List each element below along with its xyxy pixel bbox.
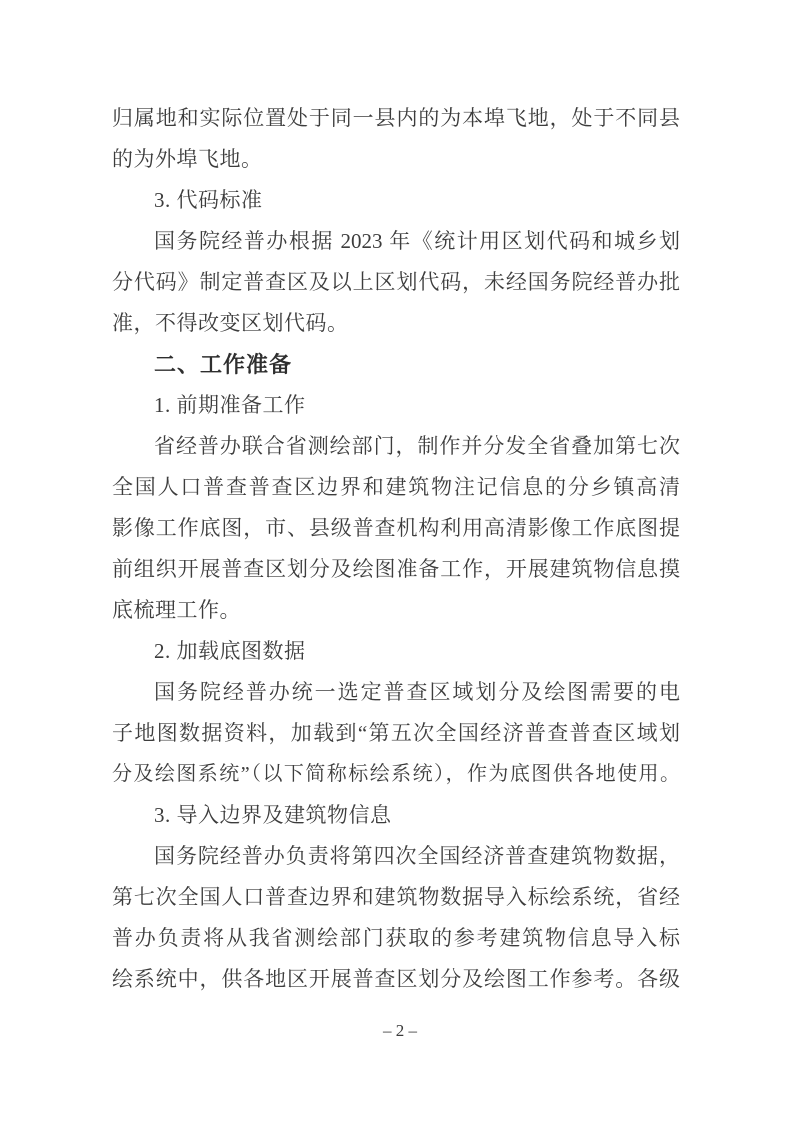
body-text-line: 国务院经普办负责将第四次全国经济普查建筑物数据，: [154, 844, 680, 868]
body-text-line: 准，不得改变区划代码。: [112, 311, 349, 335]
numbered-item-heading: 2. 加载底图数据: [154, 639, 306, 663]
body-text-line: 国务院经普办统一选定普查区域划分及绘图需要的电: [154, 680, 680, 704]
document-body: [112, 98, 680, 1000]
body-text-line: 前组织开展普查区划分及绘图准备工作，开展建筑物信息摸: [112, 557, 680, 581]
numbered-item-heading: 3. 代码标准: [154, 188, 263, 212]
body-text-line: 全国人口普查普查区边界和建筑物注记信息的分乡镇高清: [112, 475, 680, 499]
body-text-line: 省经普办联合省测绘部门，制作并分发全省叠加第七次: [154, 434, 680, 458]
page-number: – 2 –: [383, 1021, 417, 1040]
body-text-line: 归属地和实际位置处于同一县内的为本埠飞地，处于不同县: [112, 106, 680, 130]
body-text-line: 普办负责将从我省测绘部门获取的参考建筑物信息导入标: [112, 926, 680, 950]
body-text-line: 分代码》制定普查区及以上区划代码，未经国务院经普办批: [112, 270, 680, 294]
body-text-line: 绘系统中，供各地区开展普查区划分及绘图工作参考。各级: [112, 967, 680, 991]
body-text-line: 国务院经普办根据 2023 年《统计用区划代码和城乡划: [154, 229, 680, 253]
numbered-item-heading: 1. 前期准备工作: [154, 393, 306, 417]
body-text-line: 底梳理工作。: [112, 598, 241, 622]
body-text-line: 影像工作底图，市、县级普查机构利用高清影像工作底图提: [112, 516, 680, 540]
body-text-line: 第七次全国人口普查边界和建筑物数据导入标绘系统，省经: [112, 885, 680, 909]
body-text-line: 子地图数据资料，加载到“第五次全国经济普查普查区域划: [112, 721, 680, 745]
body-text-line: 分及绘图系统”（以下简称标绘系统），作为底图供各地使用。: [112, 763, 680, 785]
numbered-item-heading: 3. 导入边界及建筑物信息: [154, 803, 392, 827]
body-text-line: 的为外埠飞地。: [112, 147, 263, 171]
section-heading: 二、工作准备: [154, 352, 293, 377]
